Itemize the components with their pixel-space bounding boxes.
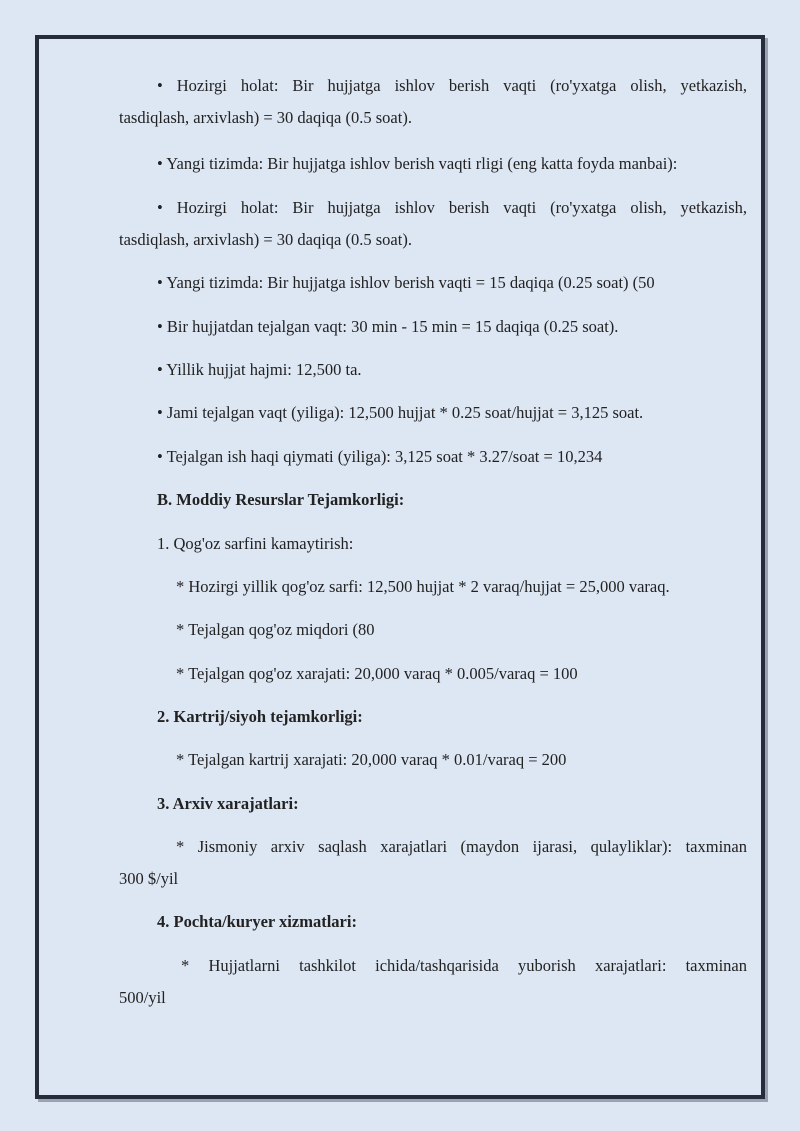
section-heading-b: B. Moddiy Resurslar Tejamkorligi: (157, 490, 405, 509)
bullet-current-state-2 (157, 198, 747, 218)
bullet-annual-volume: • Yillik hujjat hajmi: 12,500 ta. (157, 360, 362, 379)
sub-item-courier-cost (181, 956, 747, 976)
sub-item-archive-cost (176, 837, 747, 857)
sub-item-paper-usage: * Hozirgi yillik qog'oz sarfi: 12,500 hujjat * 2 varaq/hujjat = 25,000 varaq. (176, 577, 670, 596)
bullet-total-saved-time: • Jami tejalgan vaqt (yiliga): 12,500 hujjat * 0.25 soat/hujjat = 3,125 soat. (157, 403, 644, 422)
bullet-current-state-1-cont: tasdiqlash, arxivlash) = 30 daqiqa (0.5 soat). (119, 108, 412, 127)
sub-item-courier-cost-cont: 500/yil (119, 988, 166, 1007)
numbered-item-2: 2. Kartrij/siyoh tejamkorligi: (157, 707, 363, 726)
bullet-new-system-2: • Yangi tizimda: Bir hujjatga ishlov berish vaqti = 15 daqiqa (0.25 soat) (50 (157, 273, 655, 292)
sub-item-archive-cost-cont: 300 $/yil (119, 869, 179, 888)
numbered-item-4: 4. Pochta/kuryer xizmatlari: (157, 912, 357, 931)
bullet-new-system-1: • Yangi tizimda: Bir hujjatga ishlov berish vaqti rligi (eng katta foyda manbai): (157, 154, 678, 173)
sub-item-text: * Hujjatlarni tashkilot ichida/tashqarisida yuborish xarajatlari: taxminan (181, 956, 747, 975)
bullet-saved-time-per-doc: • Bir hujjatdan tejalgan vaqt: 30 min - 15 min = 15 daqiqa (0.25 soat). (157, 317, 619, 336)
sub-item-cartridge-cost: * Tejalgan kartrij xarajati: 20,000 varaq * 0.01/varaq = 200 (176, 750, 567, 769)
sub-item-text: * Jismoniy arxiv saqlash xarajatlari (maydon ijarasi, qulayliklar): taxminan (176, 837, 747, 856)
bullet-text: • Hozirgi holat: Bir hujjatga ishlov berish vaqti (ro'yxatga olish, yetkazish, (157, 198, 747, 217)
bullet-current-state-2-cont: tasdiqlash, arxivlash) = 30 daqiqa (0.5 soat). (119, 230, 412, 249)
sub-item-paper-cost: * Tejalgan qog'oz xarajati: 20,000 varaq * 0.005/varaq = 100 (176, 664, 578, 683)
bullet-saved-salary: • Tejalgan ish haqi qiymati (yiliga): 3,125 soat * 3.27/soat = 10,234 (157, 447, 603, 466)
numbered-item-3: 3. Arxiv xarajatlari: (157, 794, 299, 813)
bullet-text: • Hozirgi holat: Bir hujjatga ishlov berish vaqti (ro'yxatga olish, yetkazish, (157, 76, 747, 95)
page-frame (35, 35, 765, 1099)
sub-item-paper-saved: * Tejalgan qog'oz miqdori (80 (176, 620, 375, 639)
numbered-item-1: 1. Qog'oz sarfini kamaytirish: (157, 534, 354, 553)
bullet-current-state-1 (157, 76, 747, 96)
